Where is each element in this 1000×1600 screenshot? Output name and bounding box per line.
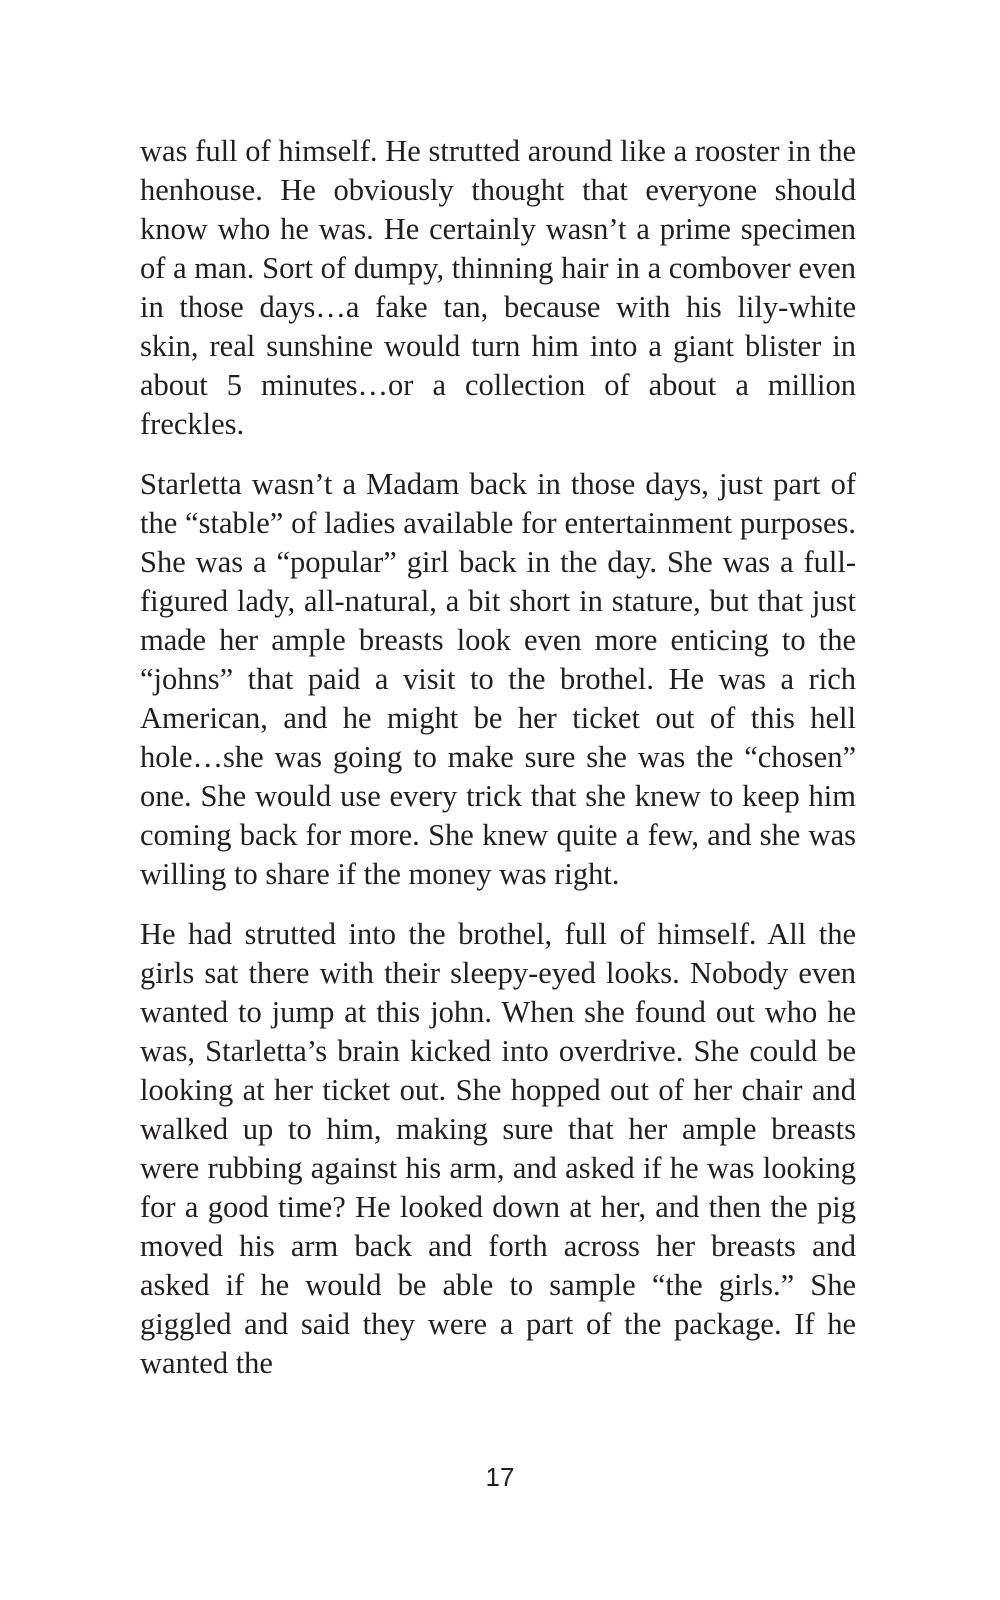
paragraph-2: Starletta wasn’t a Madam back in those days, just part of the “stable” of ladies available for entertainment purposes. She was a “popular” girl back in the day. She was a full-figured lady, all-natural, a bit short in stature, but that just made her ample breasts look even more enticing to the “johns” that paid a visit to the brothel. He was a rich American, and he might be her ticket out of this hell hole…she was going to make sure she was the “chosen” one. She would use every trick that she knew to keep him coming back for more. She knew quite a few, and she was willing to share if the money was right. [140,467,856,891]
paragraph-3: He had strutted into the brothel, full of himself. All the girls sat there with their sleepy-eyed looks. Nobody even wanted to jump at this john. When she found out who he was, Starletta’s brain kicked into overdrive. She could be looking at her ticket out. She hopped out of her chair and walked up to him, making sure that her ample breasts were rubbing against his arm, and asked if he was looking for a good time? He looked down at her, and then the pig moved his arm back and forth across her breasts and asked if he would be able to sample “the girls.” She giggled and said they were a part of the package. If he wanted the [140,917,856,1380]
paragraph-1: was full of himself. He strutted around like a rooster in the henhouse. He obviously thought that everyone should know who he was. He certainly wasn’t a prime specimen of a man. Sort of dumpy, thinning hair in a combover even in those days…a fake tan, because with his lily-white skin, real sunshine would turn him into a giant blister in about 5 minutes…or a collection of about a million freckles. [140,134,856,441]
body-text [140,132,856,1404]
page-number: 17 [485,1462,515,1492]
